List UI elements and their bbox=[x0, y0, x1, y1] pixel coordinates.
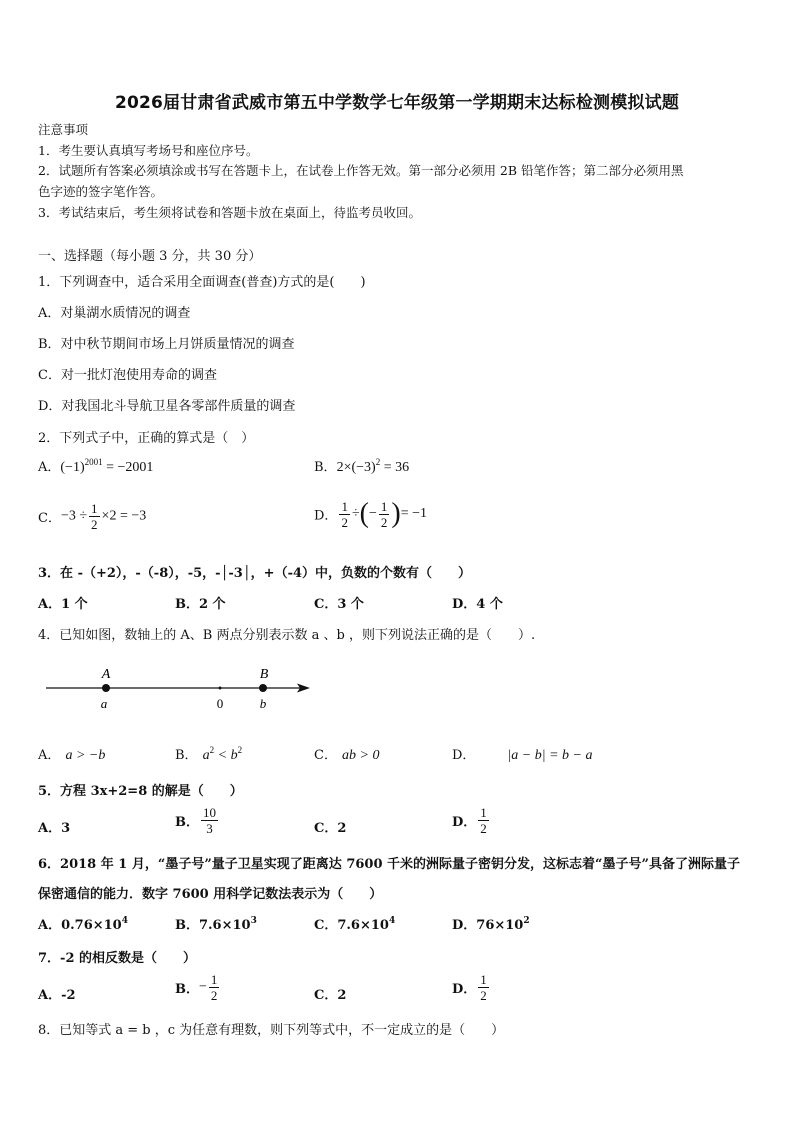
math-expr: − bbox=[199, 979, 207, 995]
q3-option-a: A．1 个 bbox=[38, 597, 88, 612]
question-8-stem: 8．已知等式 a = b ，c 为任意有理数，则下列等式中，不一定成立的是（ ） bbox=[38, 1023, 505, 1038]
fraction: $\frac{10}{3}$ bbox=[203, 805, 216, 836]
q7-option-b bbox=[175, 972, 221, 1003]
q4-option-b bbox=[175, 744, 242, 764]
page-title: 2026届甘肃省武威市第五中学数学七年级第一学期期末达标检测模拟试题 bbox=[114, 93, 680, 113]
math-expr: a > −b bbox=[65, 748, 106, 763]
number-line-figure bbox=[38, 662, 328, 714]
q4-option-c bbox=[314, 744, 380, 764]
math-expr: < b bbox=[214, 748, 238, 763]
math-expr: |a − b| = b − a bbox=[507, 748, 593, 763]
option-label: B． bbox=[314, 460, 337, 475]
math-expr: − bbox=[368, 506, 377, 521]
option-label: B． bbox=[175, 815, 199, 830]
math-expr: ab > 0 bbox=[342, 748, 380, 763]
section-heading: 一、选择题（每小题 3 分，共 30 分） bbox=[38, 249, 262, 264]
q7-option-a: A．-2 bbox=[38, 988, 76, 1003]
q2-option-d bbox=[314, 498, 427, 530]
q5-option-b bbox=[175, 805, 220, 836]
fraction: $\frac{1}{2}$ bbox=[91, 501, 98, 532]
q5-option-d bbox=[452, 805, 491, 836]
math-expr: = −1 bbox=[400, 506, 427, 521]
option-label: B． bbox=[175, 982, 199, 997]
fraction: $\frac{1}{2}$ bbox=[380, 498, 388, 530]
option-label: C． bbox=[314, 748, 337, 763]
question-6-stem: 6．2018 年 1 月，“墨子号”量子卫星实现了距离达 7600 千米的洲际量子密钥分发，这标志着“墨子号”具备了洲际量子 bbox=[38, 857, 740, 872]
math-exponent: 2001 bbox=[84, 457, 103, 467]
q7-option-d bbox=[452, 972, 491, 1003]
origin-dot bbox=[219, 687, 222, 690]
question-1-stem: 1．下列调查中，适合采用全面调查(普查)方式的是( ) bbox=[38, 275, 366, 290]
notice-item: 色字迹的签字笔作答。 bbox=[38, 184, 164, 199]
q2-option-b bbox=[314, 456, 409, 476]
question-4-stem: 4．已知如图，数轴上的 A、B 两点分别表示数 a 、b ，则下列说法正确的是（ ）. bbox=[38, 628, 536, 643]
option-label: A． bbox=[38, 748, 61, 763]
q4-option-d bbox=[452, 744, 592, 764]
q7-option-c: C．2 bbox=[314, 988, 347, 1003]
point-b-label: B bbox=[259, 667, 269, 682]
option-label: A． bbox=[38, 460, 61, 475]
point-a-label: A bbox=[101, 667, 111, 682]
q1-option-c: C．对一批灯泡使用寿命的调查 bbox=[38, 368, 217, 383]
q1-option-d: D．对我国北斗导航卫星各零部件质量的调查 bbox=[38, 399, 296, 414]
option-label: D． bbox=[452, 982, 477, 997]
q5-option-a: A．3 bbox=[38, 821, 71, 836]
math-expr: ÷ bbox=[351, 506, 360, 521]
q6-option-c: C．$7.6\times 10^4$ bbox=[314, 916, 396, 933]
option-label: D． bbox=[452, 815, 477, 830]
point-a-dot bbox=[102, 684, 110, 692]
q5-option-c: C．2 bbox=[314, 821, 347, 836]
notice-item: 1．考生要认真填写考场号和座位序号。 bbox=[38, 143, 259, 158]
option-label: D． bbox=[452, 748, 476, 763]
math-expr: a bbox=[202, 748, 210, 763]
math-expr: (−1) bbox=[60, 460, 85, 475]
math-expr: 2×(−3) bbox=[336, 460, 376, 475]
q6-option-a: A．$0.76\times 10^4$ bbox=[38, 916, 128, 933]
q6-option-b: B．$7.6\times 10^3$ bbox=[175, 916, 257, 933]
question-3-stem: 3．在 -（+2），-（-8），-5，-│-3│，+（-4）中，负数的个数有（ ） bbox=[38, 566, 472, 581]
math-expr: = 36 bbox=[380, 460, 410, 475]
fraction: $\frac{1}{2}$ bbox=[480, 972, 487, 1003]
fraction: $\frac{1}{2}$ bbox=[480, 805, 487, 836]
math-exponent: 2 bbox=[209, 745, 215, 755]
question-5-stem: 5．方程 3x+2=8 的解是（ ） bbox=[38, 784, 243, 799]
q6-option-d: D．$76\times 10^2$ bbox=[452, 916, 530, 933]
math-expr: −3 ÷ bbox=[60, 508, 88, 524]
q3-option-d: D．4 个 bbox=[452, 597, 503, 612]
point-b-dot bbox=[259, 684, 267, 692]
question-2-stem: 2．下列式子中，正确的算式是（ ） bbox=[38, 431, 255, 446]
q4-option-a bbox=[38, 744, 105, 764]
math-exponent: 2 bbox=[375, 457, 381, 467]
q1-option-a: A．对巢湖水质情况的调查 bbox=[38, 306, 191, 321]
left-paren: ( bbox=[359, 498, 369, 529]
option-label: D． bbox=[314, 508, 338, 524]
q3-option-b: B．2 个 bbox=[175, 597, 226, 612]
notice-item: 3．考试结束后，考生须将试卷和答题卡放在桌面上，待监考员收回。 bbox=[38, 205, 421, 220]
value-a-label: a bbox=[100, 696, 108, 711]
option-label: C． bbox=[38, 511, 61, 526]
fraction: $\frac{1}{2}$ bbox=[341, 498, 348, 530]
math-exponent: 2 bbox=[237, 745, 243, 755]
zero-label: 0 bbox=[216, 696, 224, 711]
notice-item: 2．试题所有答案必须填涂或书写在答题卡上，在试卷上作答无效。第一部分必须用 2B 铅笔作答；第二部分必须用黑 bbox=[38, 163, 684, 178]
q2-option-c bbox=[38, 501, 146, 532]
question-6-stem-cont: 保密通信的能力．数字 7600 用科学记数法表示为（ ） bbox=[38, 887, 383, 902]
question-7-stem: 7．-2 的相反数是（ ） bbox=[38, 951, 197, 966]
math-expr: = −2001 bbox=[102, 460, 154, 475]
q3-option-c: C．3 个 bbox=[314, 597, 364, 612]
q1-option-b: B．对中秋节期间市场上月饼质量情况的调查 bbox=[38, 337, 295, 352]
q2-option-a bbox=[38, 456, 153, 476]
math-expr: ×2 = −3 bbox=[101, 508, 147, 524]
right-paren: ) bbox=[391, 498, 401, 529]
notice-heading: 注意事项 bbox=[38, 122, 89, 137]
option-label: B． bbox=[175, 748, 198, 763]
value-b-label: b bbox=[259, 696, 267, 711]
fraction: $\frac{1}{2}$ bbox=[210, 972, 218, 1003]
